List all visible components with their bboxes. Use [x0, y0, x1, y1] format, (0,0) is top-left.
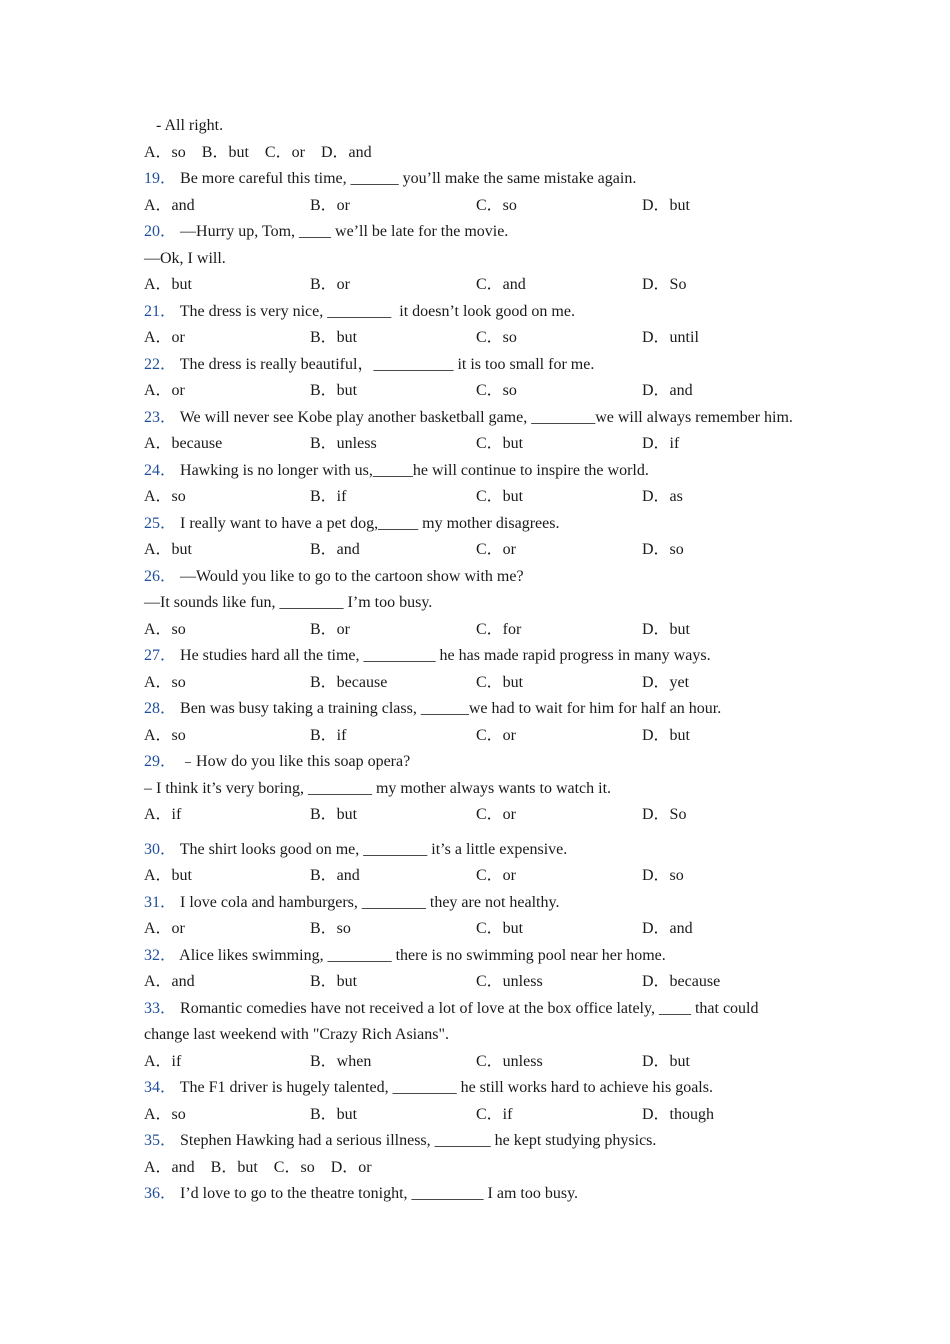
- question-text: Ben was busy taking a training class, ______we had to wait for him for half an hour.: [180, 700, 722, 717]
- option-a: A．or: [144, 329, 185, 346]
- option-d: D．so: [642, 541, 684, 558]
- option-b: B．but: [310, 329, 358, 346]
- question-item: [144, 749, 804, 829]
- option-row: [144, 325, 804, 352]
- question-item: [144, 564, 804, 644]
- option-row: [144, 1102, 804, 1129]
- question-number: 21．: [144, 302, 177, 320]
- option-d: D．but: [642, 196, 691, 214]
- question-text: Romantic comedies have not received a lot of love at the box office lately, ____ that could change last weekend with "Crazy Rich Asians".: [144, 999, 763, 1043]
- option-a: A．so: [144, 620, 186, 638]
- question-item: [144, 890, 804, 943]
- option-a: A．so: [144, 143, 186, 161]
- option-row: [144, 802, 804, 829]
- question-number: 26．: [144, 567, 177, 585]
- question-stem: [144, 890, 804, 917]
- question-number: 19．: [144, 170, 177, 187]
- option-b: B．if: [310, 726, 347, 744]
- question-text: We will never see Kobe play another basketball game, ________we will always remember him.: [179, 408, 793, 426]
- question-number: 31．: [144, 893, 177, 911]
- question-item: [144, 219, 804, 299]
- document-page: [144, 113, 804, 1208]
- question-number: 20．: [144, 223, 177, 240]
- question-item: [144, 352, 804, 405]
- question-item: [144, 405, 804, 458]
- option-b: B．and: [310, 867, 360, 884]
- question-stem: [144, 1128, 804, 1155]
- option-a: A．because: [144, 435, 223, 452]
- option-b: B．so: [310, 920, 351, 937]
- preamble-text: - All right.: [156, 117, 224, 134]
- question-number: 36．: [144, 1185, 177, 1202]
- dialogue-line: – I think it’s very boring, ________ my mother always wants to watch it.: [144, 779, 612, 797]
- question-text: The F1 driver is hugely talented, ________ he still works hard to achieve his goals.: [179, 1079, 713, 1096]
- option-a: A．so: [144, 488, 186, 505]
- question-stem: [144, 564, 804, 591]
- option-a: A．so: [144, 1105, 186, 1123]
- question-number: 22．: [144, 355, 177, 373]
- question-item: [144, 943, 804, 996]
- option-d: D．and: [642, 382, 693, 399]
- option-row: [144, 431, 804, 458]
- option-row: [144, 670, 804, 697]
- preamble-options: [144, 140, 804, 167]
- option-a: A．if: [144, 806, 182, 823]
- option-d: D．until: [642, 329, 699, 346]
- option-b: B．when: [310, 1052, 372, 1070]
- question-item: [144, 696, 804, 749]
- question-item: [144, 458, 804, 511]
- option-b: B．but: [310, 1105, 358, 1123]
- option-row: [144, 617, 804, 644]
- question-item: [144, 837, 804, 890]
- question-stem: [144, 749, 804, 776]
- option-c: C．so: [273, 1158, 315, 1176]
- question-stem: [144, 299, 804, 326]
- option-d: D．because: [642, 973, 721, 990]
- question-item: [144, 1075, 804, 1128]
- question-item: [144, 166, 804, 219]
- question-stem: [144, 405, 804, 432]
- question-number: 28．: [144, 700, 177, 717]
- question-number: 34．: [144, 1079, 177, 1096]
- option-b: B．and: [310, 541, 360, 558]
- option-c: C．so: [476, 329, 517, 346]
- option-a: A．and: [144, 973, 195, 990]
- option-row: [144, 484, 804, 511]
- option-c: C．but: [476, 920, 524, 937]
- question-stem: [144, 166, 804, 193]
- option-row: [144, 863, 804, 890]
- option-c: C．and: [476, 276, 526, 293]
- option-b: B．but: [310, 973, 358, 990]
- question-text: ﹣How do you like this soap opera?: [180, 753, 411, 770]
- question-item: [144, 299, 804, 352]
- option-c: C．or: [476, 806, 517, 823]
- option-d: D．so: [642, 867, 684, 884]
- option-d: D．yet: [642, 673, 690, 691]
- question-number: 29．: [144, 753, 177, 770]
- question-number: 25．: [144, 514, 177, 532]
- option-c: C．so: [476, 196, 517, 214]
- question-text: The shirt looks good on me, ________ it’s a little expensive.: [179, 840, 568, 858]
- question-item: [144, 1128, 804, 1181]
- question-text: —Hurry up, Tom, ____ we’ll be late for the movie.: [180, 223, 509, 240]
- option-b: B．but: [201, 143, 249, 161]
- option-row: [144, 537, 804, 564]
- option-b: B．or: [310, 620, 351, 638]
- option-c: C．unless: [476, 973, 543, 990]
- option-d: D．and: [320, 143, 372, 161]
- option-a: A．or: [144, 382, 185, 399]
- option-b: B．but: [310, 382, 358, 399]
- option-row: [144, 916, 804, 943]
- option-c: C．but: [476, 488, 524, 505]
- option-row: [144, 378, 804, 405]
- question-text: Stephen Hawking had a serious illness, _______ he kept studying physics.: [180, 1132, 657, 1149]
- option-a: A．but: [144, 867, 193, 884]
- option-a: A．or: [144, 920, 185, 937]
- option-a: A．if: [144, 1052, 182, 1070]
- question-text: The dress is very nice, ________ it doesn’t look good on me.: [179, 302, 575, 320]
- option-b: B．if: [310, 488, 347, 505]
- option-d: D．though: [642, 1105, 715, 1123]
- question-number: 27．: [144, 647, 177, 664]
- option-row: [144, 723, 804, 750]
- option-c: C．or: [476, 541, 517, 558]
- option-b: B．or: [310, 196, 351, 214]
- question-stem: [144, 1075, 804, 1102]
- dialogue-line: —It sounds like fun, ________ I’m too busy.: [144, 594, 433, 611]
- question-stem: [144, 837, 804, 864]
- option-a: A．but: [144, 541, 193, 558]
- question-stem: [144, 943, 804, 970]
- option-row: [144, 272, 804, 299]
- option-c: C．if: [476, 1105, 513, 1123]
- question-stem: [144, 458, 804, 485]
- question-list: [144, 166, 804, 1208]
- option-b: B．because: [310, 673, 388, 691]
- option-row: [144, 969, 804, 996]
- option-a: A．so: [144, 673, 186, 691]
- question-text: He studies hard all the time, _________ he has made rapid progress in many ways.: [180, 647, 711, 664]
- option-b: B．unless: [310, 435, 377, 452]
- option-d: D．and: [642, 920, 693, 937]
- option-c: C．but: [476, 673, 524, 691]
- question-item: [144, 1181, 804, 1208]
- question-stem: [144, 511, 804, 538]
- question-item: [144, 511, 804, 564]
- option-a: A．so: [144, 726, 186, 744]
- option-c: C．unless: [476, 1052, 543, 1070]
- option-d: D．So: [642, 276, 687, 293]
- option-d: D．if: [642, 435, 680, 452]
- question-text: I really want to have a pet dog,_____ my mother disagrees.: [180, 514, 560, 532]
- option-c: C．or: [476, 726, 517, 744]
- question-number: 32．: [144, 946, 177, 964]
- option-row: [144, 1049, 804, 1076]
- option-d: D．but: [642, 1052, 691, 1070]
- question-stem: [144, 996, 804, 1049]
- question-number: 30．: [144, 840, 177, 858]
- option-c: C．for: [476, 620, 522, 638]
- question-number: 24．: [144, 461, 177, 479]
- option-c: C．so: [476, 382, 517, 399]
- question-text: —Would you like to go to the cartoon show with me?: [180, 567, 524, 585]
- question-number: 23．: [144, 408, 177, 426]
- question-stem: [144, 696, 804, 723]
- dialogue-line: —Ok, I will.: [144, 249, 226, 267]
- option-b: B．but: [210, 1158, 258, 1176]
- option-d: D．as: [642, 488, 683, 505]
- option-d: D．or: [330, 1158, 372, 1176]
- question-text: Alice likes swimming, ________ there is no swimming pool near her home.: [179, 946, 666, 964]
- option-d: D．but: [642, 620, 691, 638]
- option-a: A．and: [144, 196, 195, 214]
- option-c: C．but: [476, 435, 524, 452]
- question-text: I love cola and hamburgers, ________ they are not healthy.: [180, 893, 560, 911]
- option-d: D．but: [642, 726, 691, 744]
- question-item: [144, 643, 804, 696]
- option-a: A．but: [144, 276, 193, 293]
- question-text: Be more careful this time, ______ you’ll make the same mistake again.: [180, 170, 637, 187]
- question-stem: [144, 1181, 804, 1208]
- question-number: 35．: [144, 1132, 177, 1149]
- question-text: Hawking is no longer with us,_____he will continue to inspire the world.: [180, 461, 649, 479]
- question-number: 33．: [144, 999, 177, 1017]
- option-c: C．or: [476, 867, 517, 884]
- option-row: [144, 1155, 804, 1182]
- option-c: C．or: [264, 143, 305, 161]
- question-text: The dress is really beautiful，__________ it is too small for me.: [179, 355, 595, 373]
- option-row: [144, 193, 804, 220]
- question-text: I’d love to go to the theatre tonight, _________ I am too busy.: [180, 1185, 579, 1202]
- option-d: D．So: [642, 806, 687, 823]
- option-a: A．and: [144, 1158, 195, 1176]
- option-b: B．or: [310, 276, 351, 293]
- question-item: [144, 996, 804, 1076]
- question-stem: [144, 219, 804, 246]
- question-stem: [144, 352, 804, 379]
- question-stem: [144, 643, 804, 670]
- option-b: B．but: [310, 806, 358, 823]
